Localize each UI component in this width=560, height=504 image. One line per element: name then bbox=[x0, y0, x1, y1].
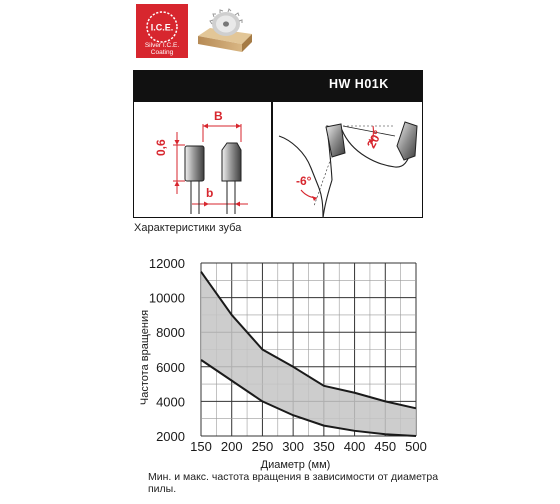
x-tick-label: 250 bbox=[251, 439, 274, 454]
y-tick-label: 10000 bbox=[148, 290, 185, 306]
brand-line-2: Coating bbox=[150, 49, 174, 56]
x-tick-label: 300 bbox=[282, 439, 304, 454]
angle-top-label: 20° bbox=[364, 127, 385, 151]
y-tick-label: 8000 bbox=[156, 325, 185, 341]
x-tick-label: 450 bbox=[374, 439, 397, 454]
x-tick-label: 350 bbox=[313, 439, 335, 454]
y-tick-label: 2000 bbox=[156, 429, 185, 444]
y-tick-label: 6000 bbox=[156, 359, 185, 375]
chart-note: Мин. и макс. частота вращения в зависимости от диаметра пилы. bbox=[148, 471, 439, 495]
x-tick-label: 200 bbox=[220, 439, 243, 454]
dim-b-lower-label: b bbox=[206, 186, 214, 200]
y-tick-label: 12000 bbox=[148, 256, 185, 271]
tooth-code: HW H01K bbox=[329, 77, 389, 91]
x-axis-label: Диаметр (мм) bbox=[260, 459, 331, 471]
x-tick-label: 500 bbox=[405, 439, 427, 454]
brand-line-1: Silver I.C.E. bbox=[144, 42, 180, 49]
dim-height-label: 0,6 bbox=[154, 139, 168, 156]
tooth-caption: Характеристики зуба bbox=[134, 222, 242, 234]
ice-logo-text: I.C.E. bbox=[150, 22, 174, 33]
y-tick-label: 4000 bbox=[156, 394, 185, 410]
y-axis-label: Частота вращения bbox=[139, 309, 151, 406]
x-tick-label: 400 bbox=[343, 439, 366, 454]
dim-b-upper-label: B bbox=[214, 109, 223, 123]
x-tick-label: 150 bbox=[190, 439, 212, 454]
angle-hook-label: -6° bbox=[296, 174, 312, 188]
